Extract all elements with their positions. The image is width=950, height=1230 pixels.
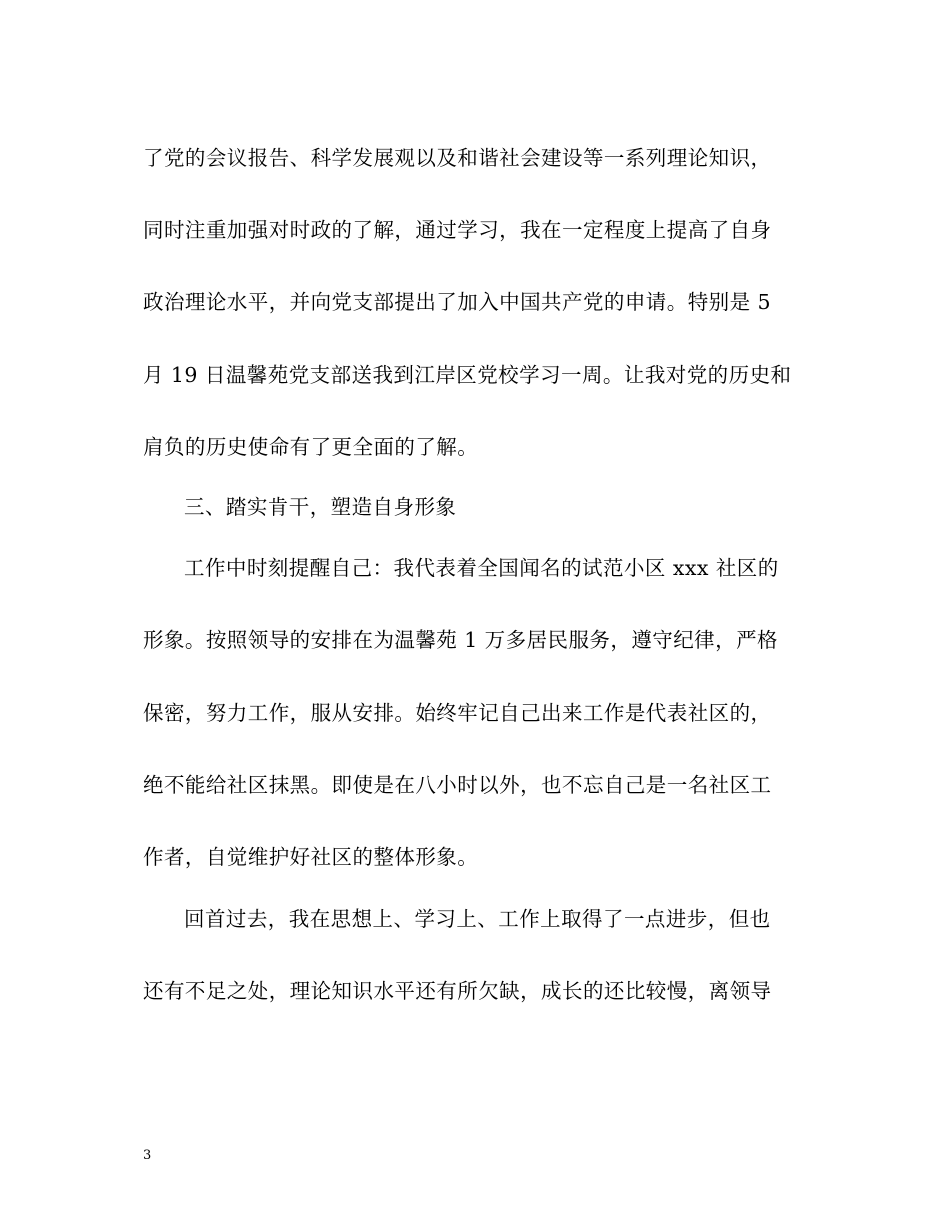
body-text-line: 还有不足之处，理论知识水平还有所欠缺，成长的还比较慢，离领导 (143, 979, 772, 1003)
body-text-line: 了党的会议报告、科学发展观以及和谐社会建设等一系列理论知识， (143, 146, 772, 170)
body-text-line: 月 19 日温馨苑党支部送我到江岸区党校学习一周。让我对党的历史和 (143, 363, 792, 387)
page-number: 3 (143, 1148, 152, 1163)
paragraph-first-line: 回首过去，我在思想上、学习上、工作上取得了一点进步，但也 (184, 907, 771, 931)
body-text-line: 保密，努力工作，服从安排。始终牢记自己出来工作是代表社区的， (143, 701, 772, 725)
body-text-line: 作者，自觉维护好社区的整体形象。 (143, 845, 479, 869)
body-text-line: 绝不能给社区抹黑。即使是在八小时以外，也不忘自己是一名社区工 (143, 773, 772, 797)
body-text-line: 肩负的历史使命有了更全面的了解。 (143, 435, 479, 459)
body-text-line: 政治理论水平，并向党支部提出了加入中国共产党的申请。特别是 5 (143, 290, 772, 314)
body-text-line: 同时注重加强对时政的了解，通过学习，我在一定程度上提高了自身 (143, 218, 772, 242)
section-heading: 三、踏实肯干，塑造自身形象 (184, 495, 457, 519)
body-text-line: 形象。按照领导的安排在为温馨苑 1 万多居民服务，遵守纪律，严格 (143, 628, 778, 652)
paragraph-first-line: 工作中时刻提醒自己：我代表着全国闻名的试范小区 xxx 社区的 (184, 556, 779, 580)
